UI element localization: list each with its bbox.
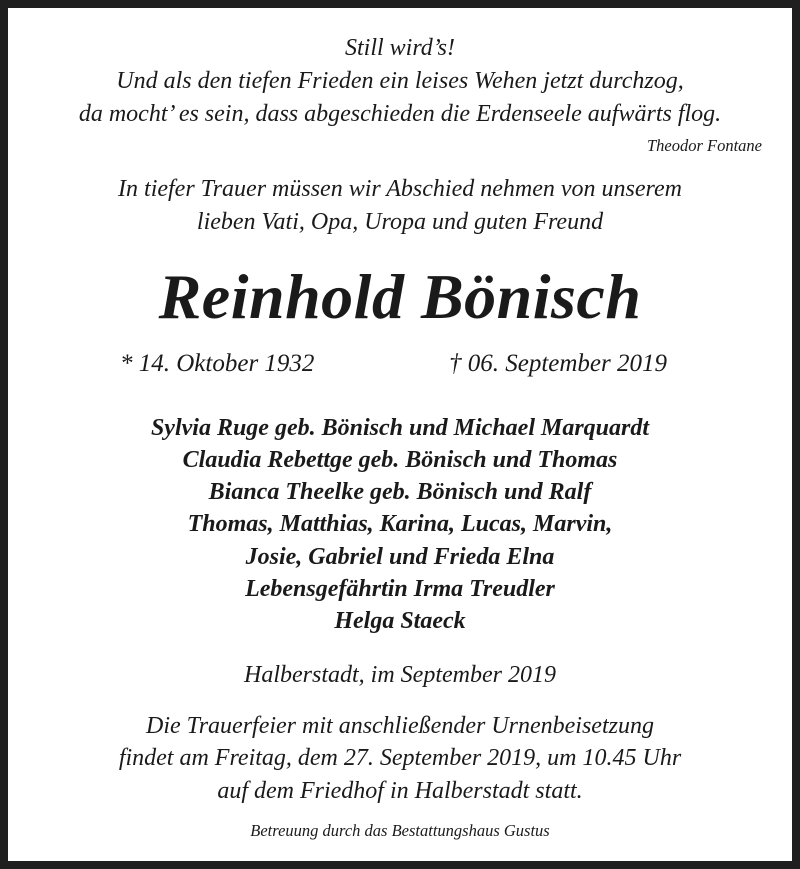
poem-line-3: da mocht’ es sein, dass abgeschieden die Erdenseele aufwärts flog.	[78, 101, 722, 127]
funeral-line-2: findet am Freitag, dem 27. September 2019, um 10.45 Uhr	[118, 745, 682, 771]
death-date: † 06. September 2019	[448, 350, 667, 377]
deceased-name: Reinhold Bönisch	[158, 261, 642, 332]
poem-line-2: Und als den tiefen Frieden ein leises Wehen jetzt durchzog,	[116, 68, 684, 94]
intro-line-1: In tiefer Trauer müssen wir Abschied nehmen von unserem	[118, 176, 682, 202]
place-date: Halberstadt, im September 2019	[244, 662, 556, 688]
funeral-home-note: Betreuung durch das Bestattungshaus Gustus	[250, 821, 550, 840]
family-line-6: Lebensgefährtin Irma Treudler	[245, 576, 555, 602]
poem-line-1: Still wird’s!	[344, 35, 456, 61]
funeral-line-3: auf dem Friedhof in Halberstadt statt.	[217, 778, 583, 804]
family-line-2: Claudia Rebettge geb. Bönisch und Thomas	[182, 447, 618, 473]
birth-date: * 14. Oktober 1932	[120, 350, 315, 377]
family-line-1: Sylvia Ruge geb. Bönisch und Michael Marquardt	[150, 415, 650, 441]
poem-author: Theodor Fontane	[646, 136, 762, 155]
family-line-5: Josie, Gabriel und Frieda Elna	[245, 544, 555, 570]
funeral-line-1: Die Trauerfeier mit anschließender Urnenbeisetzung	[146, 713, 654, 739]
family-line-3: Bianca Theelke geb. Bönisch und Ralf	[208, 479, 592, 505]
family-line-7: Helga Staeck	[334, 608, 466, 634]
family-line-4: Thomas, Matthias, Karina, Lucas, Marvin,	[187, 511, 613, 537]
intro-line-2: lieben Vati, Opa, Uropa und guten Freund	[196, 209, 604, 235]
